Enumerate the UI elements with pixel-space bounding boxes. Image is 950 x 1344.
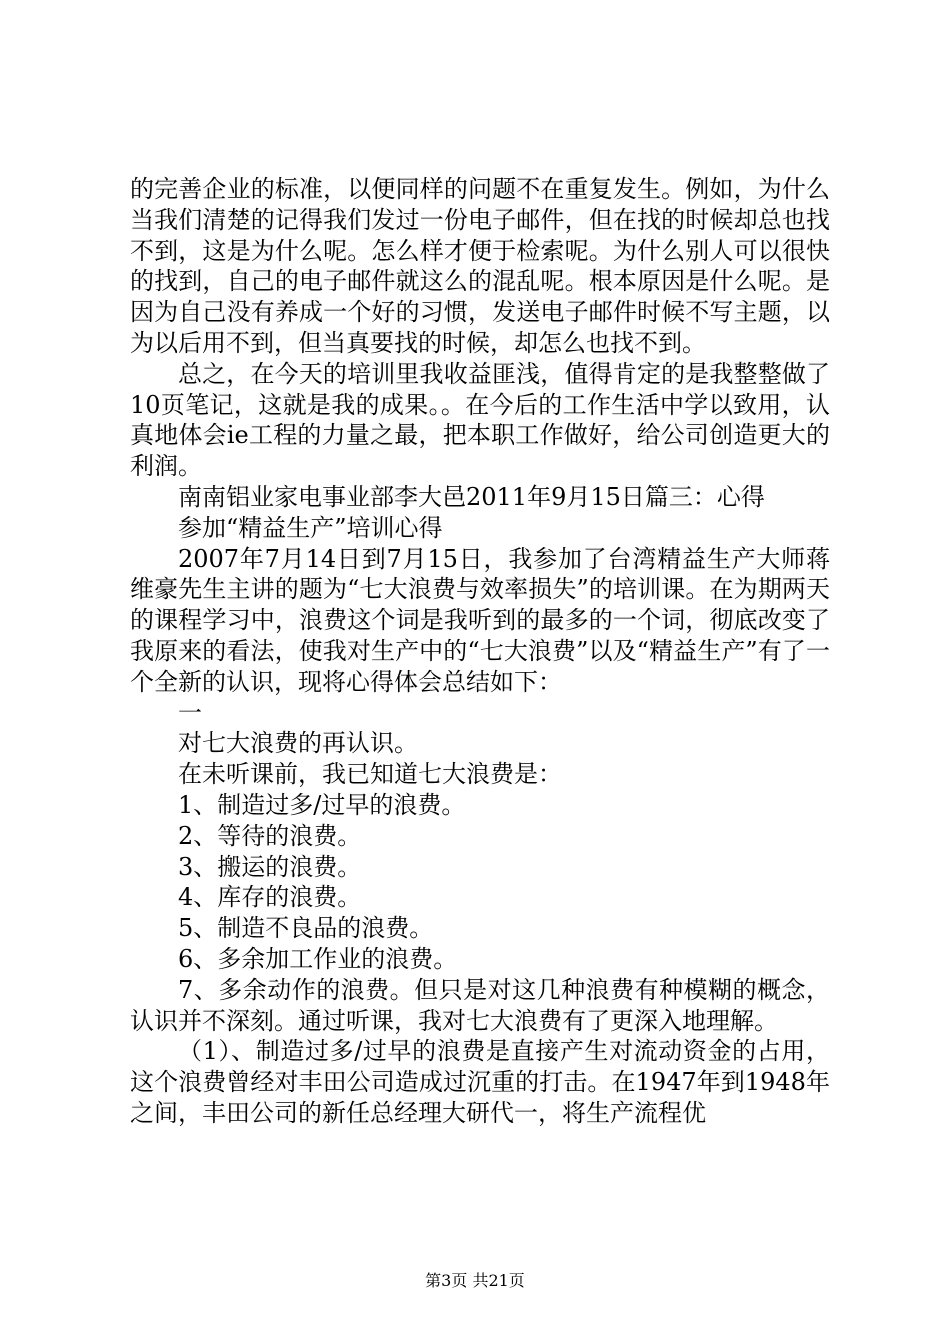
paragraph-summary: 总之，在今天的培训里我收益匪浅，值得肯定的是我整整做了10页笔记，这就是我的成果。。在今后的工作生活中学以致用，认真地体会ie工程的力量之最，把本职工作做好，给公司创造更大的利润。 [130, 359, 830, 481]
page-number: 第3页 共21页 [425, 1271, 525, 1290]
paragraph-intro: 2007年7月14日到7月15日，我参加了台湾精益生产大师蒋维豪先生主讲的题为“七大浪费与效率损失”的培训课。在为期两天的课程学习中，浪费这个词是我听到的最多的一个词，彻底改变了我原来的看法，使我对生产中的“七大浪费”以及“精益生产”有了一个全新的认识，现将心得体会总结如下： [130, 544, 830, 696]
list-item: 3、搬运的浪费。 [178, 852, 362, 881]
paragraph-email-example: 的完善企业的标准，以便同样的问题不在重复发生。例如，为什么当我们清楚的记得我们发过一份电子邮件，但在找的时候却总也找不到，这是为什么呢。怎么样才便于检索呢。为什么别人可以很快的找到，自己的电子邮件就这么的混乱呢。根本原因是什么呢。是因为自己没有养成一个好的习惯，发送电子邮件时候不写主题，以为以后用不到，但当真要找的时候，却怎么也找不到。 [130, 175, 830, 357]
list-item: 1、制造过多/过早的浪费。 [178, 790, 466, 819]
list-item: 6、多余加工作业的浪费。 [178, 944, 458, 973]
paragraph-prior-knowledge: 在未听课前，我已知道七大浪费是： [178, 760, 562, 789]
section-heading: 对七大浪费的再认识。 [178, 729, 418, 758]
document-body [130, 174, 830, 1129]
list-item-with-note: 7、多余动作的浪费。但只是对这几种浪费有种模糊的概念，认识并不深刻。通过听课，我对七大浪费有了更深入地理解。 [130, 975, 830, 1035]
page-footer [0, 1271, 950, 1291]
list-item: 4、库存的浪费。 [178, 883, 362, 912]
list-item: 5、制造不良品的浪费。 [178, 914, 434, 943]
paragraph-signature: 南南铝业家电事业部李大邑2011年9月15日篇三：心得 [178, 482, 765, 511]
section-number: 一 [178, 698, 202, 727]
section-title: 参加“精益生产”培训心得 [178, 513, 443, 542]
list-item: 2、等待的浪费。 [178, 821, 362, 850]
paragraph-overproduction: （1）、制造过多/过早的浪费是直接产生对流动资金的占用，这个浪费曾经对丰田公司造成过沉重的打击。在1947年到1948年之间，丰田公司的新任总经理大研代一，将生产流程优 [130, 1037, 830, 1127]
